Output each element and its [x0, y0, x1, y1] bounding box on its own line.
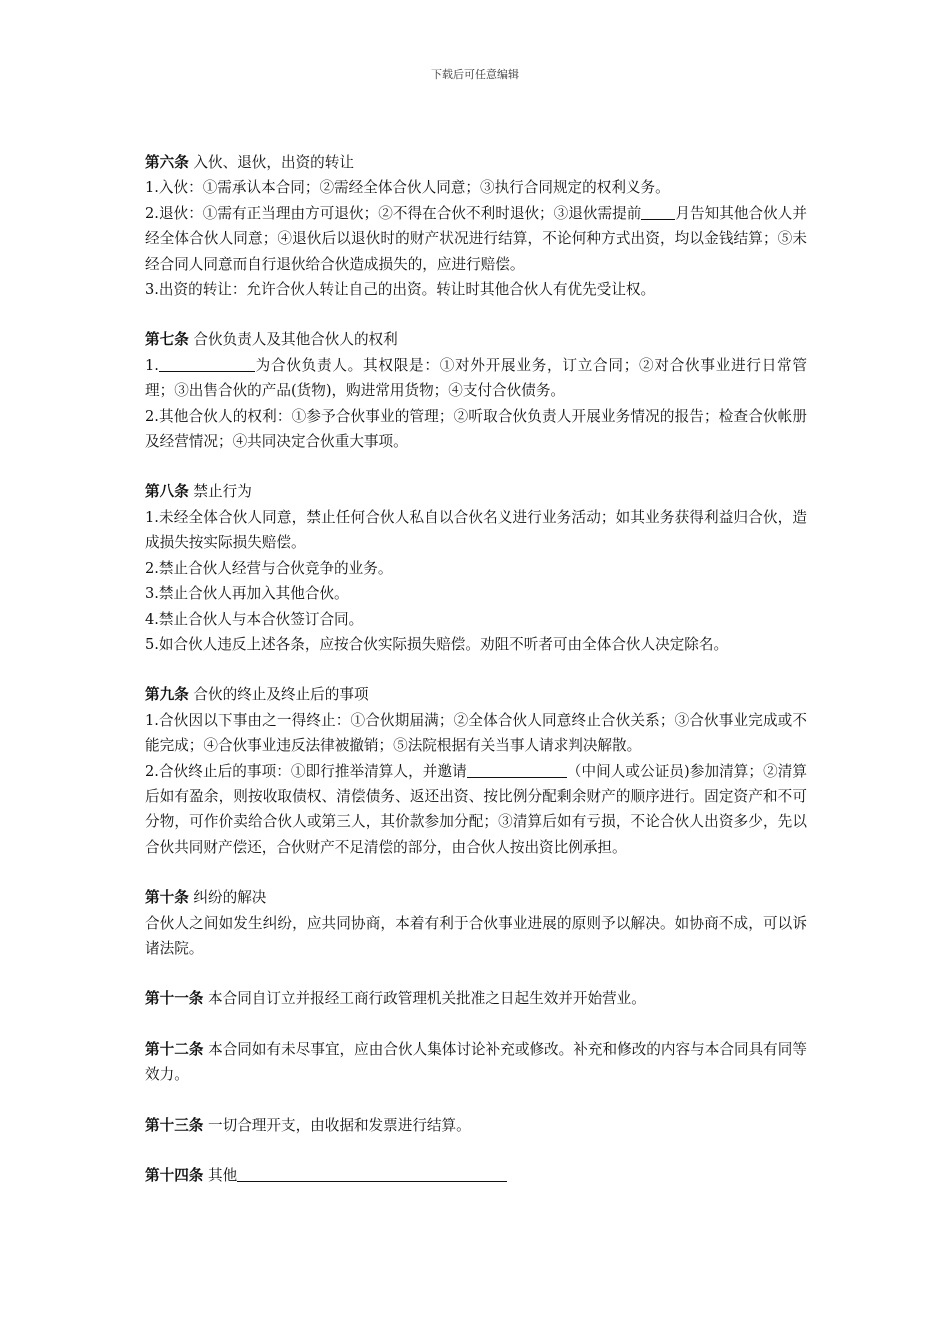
article-title: 禁止行为 — [188, 483, 252, 501]
article-number: 第八条 — [145, 483, 189, 501]
article-number: 第十条 — [145, 889, 189, 907]
clause: 2.其他合伙人的权利：①参予合伙事业的管理；②听取合伙负责人开展业务情况的报告；检查合伙帐册及经营情况；④共同决定合伙重大事项。 — [145, 407, 807, 451]
article-number: 第十二条 — [145, 1040, 204, 1058]
article-title: 纠纷的解决 — [188, 889, 267, 907]
clause: 合伙人之间如发生纠纷，应共同协商，本着有利于合伙事业进展的原则予以解决。如协商不成，可以诉诸法院。 — [145, 914, 807, 957]
article-title: 入伙、退伙，出资的转让 — [188, 154, 354, 171]
article-text: 本合同如有未尽事宜，应由合伙人集体讨论补充或修改。补充和修改的内容与本合同具有同等效力。 — [145, 1040, 807, 1084]
fill-blank[interactable] — [237, 1165, 507, 1182]
clause: 2.退伙：①需有正当理由方可退伙；②不得在合伙不利时退伙；③退伙需提前 月告知其他合伙人并经全体合伙人同意；④退伙后以退伙时的财产状况进行结算，不论何种方式出资，均以金钱结算；⑤未经合同人同意而自行退伙给合伙造成损失的，应进行赔偿。 — [145, 204, 807, 273]
page-header: 下载后可任意编辑 — [431, 68, 519, 81]
article-9-heading — [145, 682, 807, 707]
article-number: 第七条 — [145, 331, 189, 349]
article-number: 第九条 — [145, 686, 189, 704]
clause: 1. 为合伙负责人。其权限是：①对外开展业务，订立合同；②对合伙事业进行日常管理；③出售合伙的产品(货物)，购进常用货物；④支付合伙债务。 — [145, 356, 807, 400]
article-number: 第十一条 — [145, 990, 204, 1008]
article-6-heading — [145, 150, 807, 175]
article-number: 第十三条 — [145, 1116, 204, 1134]
article-10-heading — [145, 885, 807, 910]
document-body — [145, 150, 807, 1188]
fill-blank[interactable] — [159, 355, 255, 372]
article-number: 第六条 — [145, 154, 189, 171]
article-text: 本合同自订立并报经工商行政管理机关批准之日起生效并开始营业。 — [203, 990, 646, 1008]
clause: 4.禁止合伙人与本合伙签订合同。 — [145, 610, 364, 628]
fill-blank[interactable] — [641, 203, 675, 220]
article-12 — [145, 1037, 807, 1088]
clause: 3.出资的转让：允许合伙人转让自己的出资。转让时其他合伙人有优先受让权。 — [145, 281, 656, 299]
clause: 2.合伙终止后的事项：①即行推举清算人，并邀请 （中间人或公证员)参加清算；②清算后如有盈余，则按收取债权、清偿债务、返还出资、按比例分配剩余财产的顺序进行。固定资产和不可分物，可作价卖给合伙人或第三人，其价款参加分配；③清算后如有亏损，不论合伙人出资多少，先以合伙共同财产偿还，合伙财产不足清偿的部分，由合伙人按出资比例承担。 — [145, 762, 807, 856]
fill-blank[interactable] — [467, 761, 567, 778]
clause: 3.禁止合伙人再加入其他合伙。 — [145, 585, 349, 603]
article-text: 其他 — [203, 1167, 238, 1184]
clause: 1.入伙：①需承认本合同；②需经全体合伙人同意；③执行合同规定的权利义务。 — [145, 179, 670, 197]
article-title: 合伙的终止及终止后的事项 — [188, 686, 369, 704]
clause: 1.未经全体合伙人同意，禁止任何合伙人私自以合伙名义进行业务活动；如其业务获得利益归合伙，造成损失按实际损失赔偿。 — [145, 508, 807, 552]
article-8-heading — [145, 479, 807, 504]
clause: 1.合伙因以下事由之一得终止：①合伙期届满；②全体合伙人同意终止合伙关系；③合伙事业完成或不能完成；④合伙事业违反法律被撤销；⑤法院根据有关当事人请求判决解散。 — [145, 711, 807, 755]
clause: 2.禁止合伙人经营与合伙竞争的业务。 — [145, 559, 393, 577]
article-number: 第十四条 — [145, 1167, 204, 1184]
article-11 — [145, 986, 807, 1011]
article-title: 合伙负责人及其他合伙人的权利 — [188, 331, 398, 349]
article-text: 一切合理开支，由收据和发票进行结算。 — [203, 1116, 471, 1134]
article-7-heading — [145, 327, 807, 352]
clause: 5.如合伙人违反上述各条，应按合伙实际损失赔偿。劝阻不听者可由全体合伙人决定除名。 — [145, 635, 729, 653]
article-14 — [145, 1163, 807, 1188]
article-13 — [145, 1113, 807, 1138]
